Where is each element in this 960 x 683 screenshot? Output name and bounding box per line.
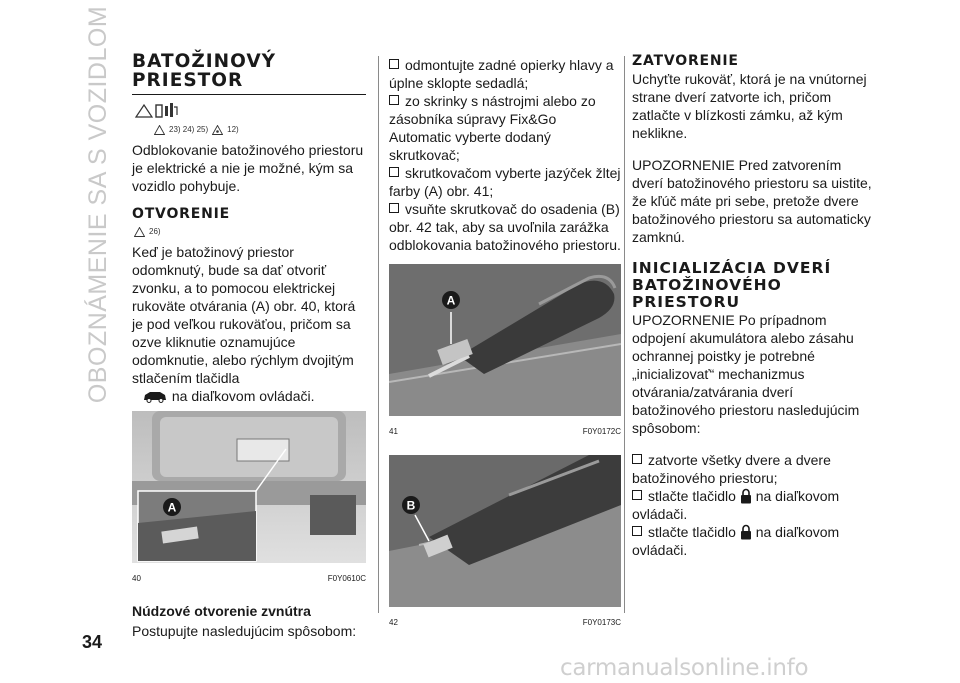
close-heading: ZATVORENIE bbox=[632, 53, 739, 69]
init-text: UPOZORNENIE Po prípadnom odpojení akumulátora alebo zásahu ochrannej poistky je potrebné „inicializovať“ mechanizmus otvárania/zatvárania dverí batožinového priestoru nasledujúcim spôsobom: bbox=[632, 312, 860, 436]
trunk-heading-line2: PRIESTOR bbox=[132, 71, 366, 95]
checkbox-bullet-icon bbox=[632, 454, 642, 464]
emergency-step-1: odmontujte zadné opierky hlavy a úplne sklopte sedadlá; bbox=[389, 57, 614, 91]
trunk-heading-line1: BATOŽINOVÝ bbox=[132, 51, 277, 72]
figure-42-callout: B bbox=[406, 498, 416, 513]
reference-numbers-b: 12) bbox=[227, 125, 239, 134]
figure-40-caption bbox=[132, 570, 366, 588]
reference-notes-2 bbox=[134, 223, 366, 241]
figure-41-caption bbox=[389, 423, 621, 441]
column-divider-2 bbox=[624, 56, 625, 613]
footer-watermark: carmanualsonline.info bbox=[560, 655, 809, 681]
init-heading-line3: PRIESTORU bbox=[632, 293, 741, 311]
checkbox-bullet-icon bbox=[389, 95, 399, 105]
side-section-title bbox=[82, 5, 116, 403]
warning-triangle-icon bbox=[134, 227, 145, 237]
figure-41 bbox=[389, 264, 621, 441]
reference-numbers: 26) bbox=[149, 227, 161, 236]
emergency-step-2: zo skrinky s nástrojmi alebo zo zásobníka súpravy Fix&Go Automatic vyberte dodaný skrutkovač; bbox=[389, 93, 596, 163]
open-text-end: na diaľkovom ovládači. bbox=[171, 388, 315, 404]
checkbox-bullet-icon bbox=[389, 203, 399, 213]
emergency-step-3: skrutkovačom vyberte jazýček žltej farby (A) obr. 41; bbox=[389, 165, 621, 199]
lock-icon bbox=[740, 524, 752, 540]
init-heading-line2: BATOŽINOVÉHO bbox=[632, 276, 782, 294]
column-1 bbox=[132, 52, 366, 640]
init-step-1: zatvorte všetky dvere a dvere batožinového priestoru; bbox=[632, 452, 831, 486]
figure-41-callout: A bbox=[446, 293, 456, 308]
figure-40-image bbox=[132, 411, 366, 563]
fuel-warning-icon bbox=[134, 101, 178, 121]
figure-41-image bbox=[389, 264, 621, 416]
figure-41-number: 41 bbox=[389, 427, 398, 436]
figure-42-caption bbox=[389, 614, 621, 632]
figure-42-code: F0Y0173C bbox=[582, 618, 621, 627]
close-warning-text: UPOZORNENIE Pred zatvorením dverí batožinového priestoru sa uistite, že kľúč máte pri sebe, pretože dvere batožinového priestoru sa automaticky zamknú. bbox=[632, 157, 872, 245]
trunk-intro-text: Odblokovanie batožinového priestoru je elektrické a nie je možné, kým sa vozidlo pohybuje. bbox=[132, 142, 364, 194]
figure-40-callout: A bbox=[167, 500, 177, 515]
reference-notes-1 bbox=[154, 121, 366, 139]
lock-icon bbox=[740, 488, 752, 504]
checkbox-bullet-icon bbox=[632, 490, 642, 500]
figure-42 bbox=[389, 455, 621, 632]
emergency-open-text: Postupujte nasledujúcim spôsobom: bbox=[132, 623, 357, 639]
side-section-title-text: OBOZNÁMENIE SA S VOZIDLOM bbox=[84, 5, 113, 403]
init-step-2: stlačte tlačidlo na diaľkovom ovládači. bbox=[632, 488, 840, 522]
column-divider-1 bbox=[378, 56, 379, 613]
page-number: 34 bbox=[82, 632, 103, 652]
figure-42-number: 42 bbox=[389, 618, 398, 627]
checkbox-bullet-icon bbox=[632, 526, 642, 536]
init-heading-line1: INICIALIZÁCIA DVERÍ bbox=[632, 259, 832, 277]
figure-41-code: F0Y0172C bbox=[582, 427, 621, 436]
emergency-open-heading: Núdzové otvorenie zvnútra bbox=[132, 603, 311, 619]
checkbox-bullet-icon bbox=[389, 167, 399, 177]
close-text: Uchyťte rukoväť, ktorá je na vnútornej strane dverí zatvorte ich, pričom zatlačte v blízkosti zámku, až kým neklikne. bbox=[632, 71, 867, 141]
checkbox-bullet-icon bbox=[389, 59, 399, 69]
car-unlock-icon bbox=[142, 389, 168, 403]
warning-triangle-icon bbox=[154, 125, 165, 135]
init-step-3: stlačte tlačidlo na diaľkovom ovládači. bbox=[632, 524, 840, 558]
figure-40-code: F0Y0610C bbox=[327, 574, 366, 583]
figure-42-image bbox=[389, 455, 621, 607]
emergency-step-4: vsuňte skrutkovač do osadenia (B) obr. 42 tak, aby sa uvoľnila zarážka odblokovania batožinového priestoru. bbox=[389, 201, 621, 253]
column-3 bbox=[632, 52, 872, 559]
caution-hand-icon bbox=[212, 125, 223, 135]
figure-40-number: 40 bbox=[132, 574, 141, 583]
open-text: Keď je batožinový priestor odomknutý, bude sa dať otvoriť zvonku, a to pomocou elektrickej rukoväte otvárania (A) obr. 40, ktorá je pod veľkou rukoväťou, pričom sa ozve kliknutie oznamujúce odomknutie, alebo rýchlym dvojitým stlačením tlačidla bbox=[132, 244, 356, 386]
reference-numbers: 23) 24) 25) bbox=[169, 125, 209, 134]
figure-40 bbox=[132, 411, 366, 588]
column-2 bbox=[389, 56, 621, 632]
open-heading: OTVORENIE bbox=[132, 206, 230, 222]
